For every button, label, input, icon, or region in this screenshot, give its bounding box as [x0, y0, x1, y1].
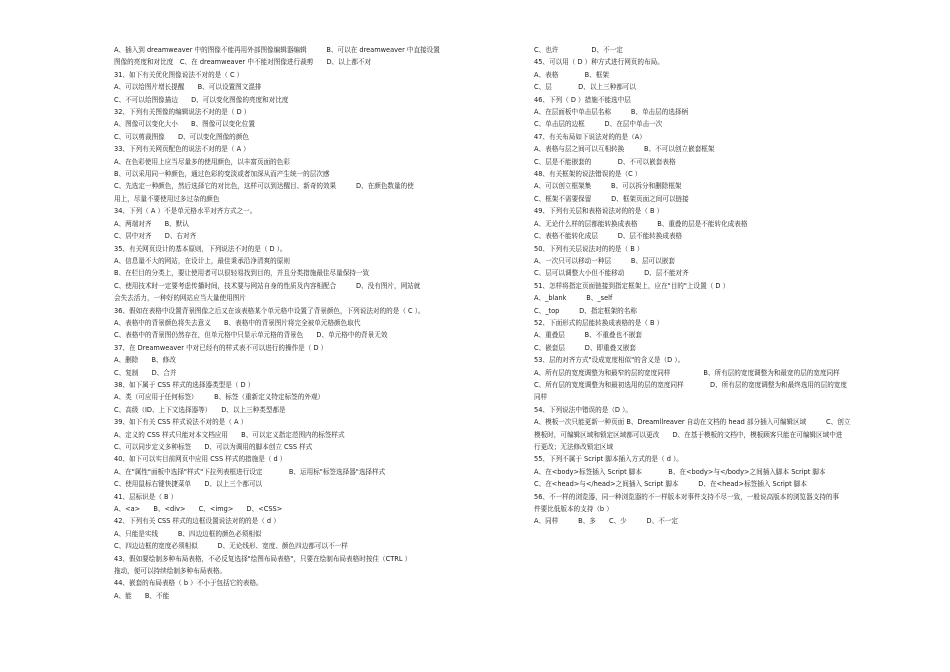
text-line: C、不可以给图像描边 D、可以变化图像的亮度和对比度	[114, 95, 289, 104]
text-line: 51、怎样将指定页面链接到指定框架上，应在"目的"上设置（ D ）	[534, 281, 730, 290]
text-line: 同样	[534, 393, 548, 402]
text-line: C、层是不能嵌套的 D、不可以嵌套表格	[534, 157, 676, 166]
text-line: A、插入到 dreamweaver 中的图像不能再用外部图像编辑器编辑 B、可以在 dreamweaver 中直接设置	[114, 46, 440, 54]
text-line: C、_top D、指定框架的名称	[534, 306, 637, 315]
text-line: A、在色彩使用上应当尽量多的使用颜色，以丰富页面的色彩	[114, 157, 290, 166]
text-line: C、表格不能转化成层 D、层不能转换成表格	[534, 232, 683, 241]
text-line: C、表格中的背景图仍然存在，但单元格中只显示单元格的背景色 D、单元格中的背景无效	[114, 331, 388, 340]
text-line: A、无论什么样的层都能转换成表格 B、重叠的层是不能转化成表格	[534, 219, 748, 228]
text-line: 31、如下有关优化图像说法不对的是（ C ）	[114, 70, 244, 79]
text-line: C、使用技术时一定要考虑传播时间，技术要与网站自身的性质及内容相配合 D、没有图片，网站就	[114, 281, 421, 290]
text-line: C、嵌套层 D、即重叠又嵌套	[534, 343, 636, 352]
text-line: C、高级（ID、上下文选择器等） D、以上三种类型都是	[114, 405, 286, 414]
text-line: 图像的亮度和对比度 C、在 dreamweaver 中不能对图像进行裁剪 D、以上都不对	[114, 58, 372, 67]
text-line: A、信息量不大的网站，在设计上，最佳秉承沿净清爽的原则	[114, 256, 290, 265]
text-line: C、复制 D、合并	[114, 368, 177, 377]
text-line: 件要比低版本的支持（b ）	[534, 505, 613, 514]
text-line: A、_blank B、_self	[534, 294, 613, 303]
text-line: 38、如下属于 CSS 样式的选择器类型是（ D ）	[114, 380, 255, 389]
text-line: 40、如下可以实目前网页中应用 CSS 样式的措施是（ d ）	[114, 455, 287, 464]
text-line: C、单击层的边框 D、在层中单击一次	[534, 120, 663, 129]
text-line: A、表格 B、框架	[534, 70, 609, 79]
text-line: 52、下面形式的层能转换成表格的是（ B ）	[534, 318, 664, 327]
text-line: 44、嵌套的布局表格（ b ）不小于包括它的表格。	[114, 579, 263, 588]
text-line: C、层 D、以上三种都可以	[534, 83, 636, 92]
text-line: 拖动，便可以持续绘制多种布局表格。	[114, 567, 227, 576]
text-line: B、可以采用同一种颜色，通过色彩的变淡或者加深从而产生统一的层次感	[114, 170, 330, 179]
text-line: A、表格与层之间可以互相转换 B、不可以创立嵌套框架	[534, 145, 715, 154]
text-line: 46、下列（ D ）措施不能选中层	[534, 95, 631, 104]
text-line: A、可以创立框架集 B、可以拆分和删除框架	[534, 182, 682, 191]
text-line: 47、有关布局如下说法对的的是（A）	[534, 132, 646, 141]
text-line: A、在"属性"面板中选择"样式"下拉列表框进行设定 B、运用标"标签选择器"选择样式	[114, 467, 386, 476]
text-line: C、先选定一种颜色，然后选择它的对比色，这样可以到达醒目、新奇的效果 D、在颜色数量的使	[114, 182, 414, 191]
text-line: 32、下列有关图像的编辑说法不对的是（ D ）	[114, 108, 251, 117]
text-line: 45、可以用（ D ）种方式进行网页的布局。	[534, 58, 664, 67]
text-line: 用上，尽量不要使用过多过杂的颜色	[114, 194, 220, 203]
text-line: 模板时，可编辑区域和锁定区域都可以更改 D、在基于模板的文档中，模板顾客只能在可编辑区域中进	[534, 430, 843, 439]
text-line: B、在栏目的分类上，要让使用者可以很轻易找到目的，并且分类措施最佳尽量保持一致	[114, 269, 370, 278]
text-line: C、层可以调整大小但不能移动 D、层不能对齐	[534, 269, 689, 278]
text-line: C、在<head>与</head>之间插入 Script 脚本 D、在<head>标签插入 Script 脚本	[534, 480, 807, 489]
text-line: A、定义的 CSS 样式只能对本文档应用 B、可以定义指定范围内的标签样式	[114, 430, 345, 439]
text-line: 54、下列说法中错误的是（D ）。	[534, 405, 632, 414]
text-line: A、<a> B、<div> C、<img> D、<CSS>	[114, 505, 283, 514]
text-line: A、在层面板中单击层名称 B、单击层的选择柄	[534, 108, 689, 117]
text-line: 50、下列有关层说法对的的是（ B ）	[534, 244, 644, 253]
text-line: 行更改；无法修改锁定区域	[534, 443, 614, 451]
text-line: 36、假如在表格中设置背景图像之后又在该表格某个单元格中设置了背景颜色，下列说法对的的是（ C ）。	[114, 306, 425, 315]
text-line: A、类（可应用于任何标签） B、标签（重新定义特定标签的外观）	[114, 393, 325, 402]
text-line: A、可以给图片增长提醒 B、可以设置图文混排	[114, 83, 262, 92]
text-line: C、可以同步定义多种标签 D、可以为调用的脚本创立 CSS 样式	[114, 443, 313, 451]
text-line: 49、下列有关层和表格说法对的的是（ B ）	[534, 207, 664, 216]
text-line: 33、下列有关网页配色的说法不对的是（ A ）	[114, 145, 250, 154]
text-line: 41、层标识是（ B ）	[114, 492, 178, 501]
text-line: A、图像可以变化大小 B、图像可以变化位置	[114, 120, 255, 129]
text-line: A、在<body>标签插入 Script 脚本 B、在<body>与</body>之间插入脚本 Script 脚本	[534, 467, 826, 476]
text-line: 43、假如要绘制多种布局表格，不必反复选择"绘图布局表格"，只要在绘制布局表格时按住（CTRL ）	[114, 554, 412, 563]
text-line: C、可以剪裁图像 D、可以变化图像的颜色	[114, 132, 249, 141]
text-line: A、删除 B、修改	[114, 356, 176, 365]
text-line: C、所有层的宽度调整为和最初选用的层的宽度同样 D、所有层的宽度调整为和最终选用的层的宽度	[534, 380, 847, 389]
text-line: A、同样 B、多 C、少 D、不一定	[534, 517, 678, 526]
text-line: 53、层的对齐方式"设成宽度相似"的含义是（D ）。	[534, 356, 685, 365]
text-line: 37、在 Dreamweaver 中对已经有的样式表不可以进行的操作是（ D ）	[114, 343, 328, 352]
right-column	[534, 44, 902, 528]
text-line: 会失去活力，一种好的网站应当大量使用图片	[114, 294, 246, 303]
text-line: 34、下列（ A ）不是单元格水平对齐方式之一。	[114, 207, 257, 216]
text-line: C、四边边框的宽度必须相似 D、无论线形、宽度、颜色四边都可以不一样	[114, 542, 348, 551]
text-line: 55、下列不属于 Script 脚本插入方式的是（ d ）。	[534, 455, 683, 464]
text-line: C、使用鼠标右键快捷菜单 D、以上三个都可以	[114, 480, 263, 489]
text-line: C、也许 D、不一定	[534, 46, 623, 54]
text-line: A、重叠层 B、不重叠也不嵌套	[534, 331, 642, 340]
text-line: C、框架不需要保留 D、框架页面之间可以链接	[534, 194, 689, 203]
text-line: A、两端对齐 B、默认	[114, 219, 189, 228]
text-line: 35、有关网页设计的基本原则，下列说法不对的是（ D ）。	[114, 244, 287, 253]
text-line: 42、下列有关 CSS 样式的边框设置说法对的的是（ d ）	[114, 517, 280, 526]
text-line: 39、如下有关 CSS 样式说法不对的是（ A ）	[114, 418, 248, 427]
text-line: A、模板一次只能更新一种页面 B、Dreamllreaver 自动在文档的 head 部分插入可编辑区域 C、创立	[534, 418, 851, 427]
text-line: 48、有关框架的说法错误的是（C ）	[534, 170, 642, 179]
text-line: A、只能是实线 B、四边边框的颜色必须相似	[114, 529, 262, 538]
text-line: A、表格中的背景颜色将失去意义 B、表格中的背景图片将完全被单元格颜色取代	[114, 318, 361, 327]
text-line: A、所有层的宽度调整为和最窄的层的宽度同样 B、所有层的宽度调整为和最宽的层的宽度同样	[534, 368, 840, 377]
text-line: A、一次只可以移动一种层 B、层可以嵌套	[534, 256, 675, 265]
text-line: C、居中对齐 D、右对齐	[114, 232, 197, 241]
left-column	[114, 44, 488, 602]
text-line: A、能 B、不能	[114, 591, 170, 600]
text-line: 56、不一样的浏览器，同一种浏览器的不一样版本对事件支持不尽一致，一般说高版本的浏览器支持的事	[534, 492, 840, 501]
